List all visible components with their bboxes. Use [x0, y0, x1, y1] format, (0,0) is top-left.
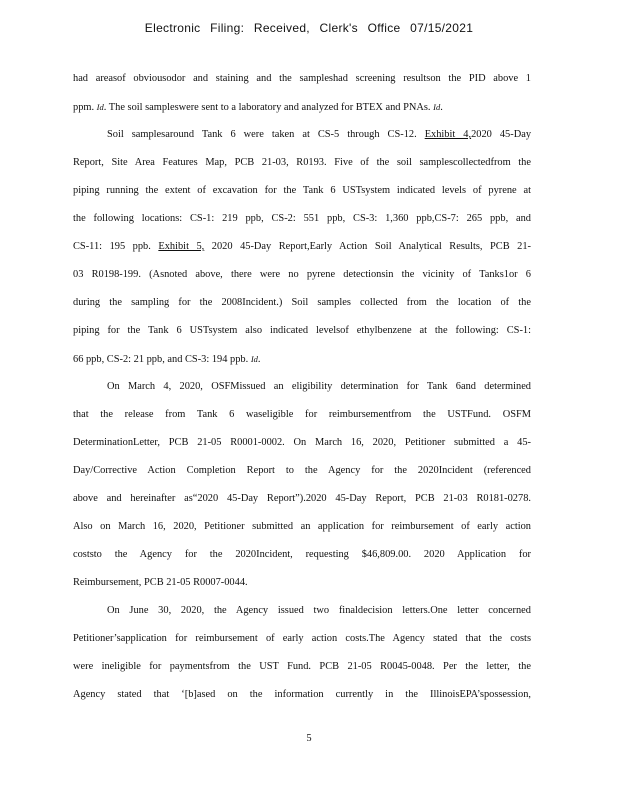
text-line: that the release from Tank 6 waseligible for reimbursementfrom the USTFund. OSFM: [73, 409, 531, 420]
text-line: piping running the extent of excavation for the Tank 6 USTsystem indicated levels of pyrene at: [73, 185, 531, 196]
text-line: Agency stated that ‘[b]ased on the information currently in the IllinoisEPA’spossession,: [73, 689, 531, 700]
text-line: Soil samplesaround Tank 6 were taken at CS-5 through CS-12. Exhibit 4,2020 45-Day: [107, 129, 532, 140]
text-line: 66 ppb, CS-2: 21 ppb, and CS-3: 194 ppb. Id.: [73, 354, 261, 365]
text-line: DeterminationLetter, PCB 21-05 R0001-0002. On March 16, 2020, Petitioner submitted a 45-: [73, 437, 531, 448]
text-line: ppm. Id. The soil sampleswere sent to a laboratory and analyzed for BTEX and PNAs. Id.: [73, 102, 443, 113]
text-line: piping for the Tank 6 USTsystem also indicated levelsof ethylbenzene at the following: CS-1:: [73, 325, 531, 336]
text-line: coststo the Agency for the 2020Incident, requesting $46,809.00. 2020 Application for: [73, 549, 531, 560]
text-line: Also on March 16, 2020, Petitioner submitted an application for reimbursement of early action: [73, 521, 531, 532]
page-number: 5: [306, 733, 312, 744]
text-line: during the sampling for the 2008Incident.) Soil samples collected from the location of the: [73, 297, 531, 308]
exhibit-5-reference: Exhibit 5,: [158, 241, 205, 252]
text-line: Reimbursement, PCB 21-05 R0007-0044.: [73, 577, 248, 588]
text-line: had areasof obviousodor and staining and the sampleshad screening resultson the PID above 1: [73, 73, 531, 84]
text-line: On June 30, 2020, the Agency issued two finaldecision letters.One letter concerned: [107, 605, 531, 616]
text-line: Report, Site Area Features Map, PCB 21-03, R0193. Five of the soil samplescollectedfrom the: [73, 157, 531, 168]
text-line: Day/Corrective Action Completion Report to the Agency for the 2020Incident (referenced: [73, 465, 531, 476]
text-line: On March 4, 2020, OSFMissued an eligibility determination for Tank 6and determined: [107, 381, 531, 392]
text-line: the following locations: CS-1: 219 ppb, CS-2: 551 ppb, CS-3: 1,360 ppb,CS-7: 265 ppb, and: [73, 213, 531, 224]
exhibit-4-reference: Exhibit 4,: [424, 129, 472, 140]
text-line: 03 R0198-199. (Asnoted above, there were no pyrene detectionsin the vicinity of Tanks1or 6: [73, 269, 531, 280]
text-line: were ineligible for paymentsfrom the UST Fund. PCB 21-05 R0045-0048. Per the letter, the: [73, 661, 531, 672]
filing-header: Electronic Filing: Received, Clerk's Office 07/15/2021: [144, 21, 474, 35]
text-line: CS-11: 195 ppb. Exhibit 5, 2020 45-Day Report,Early Action Soil Analytical Results, PCB 21-: [73, 241, 532, 252]
text-line: above and hereinafter as“2020 45-Day Report”).2020 45-Day Report, PCB 21-03 R0181-0278.: [73, 493, 531, 504]
text-line: Petitioner’sapplication for reimbursement of early action costs.The Agency stated that the costs: [73, 633, 531, 644]
